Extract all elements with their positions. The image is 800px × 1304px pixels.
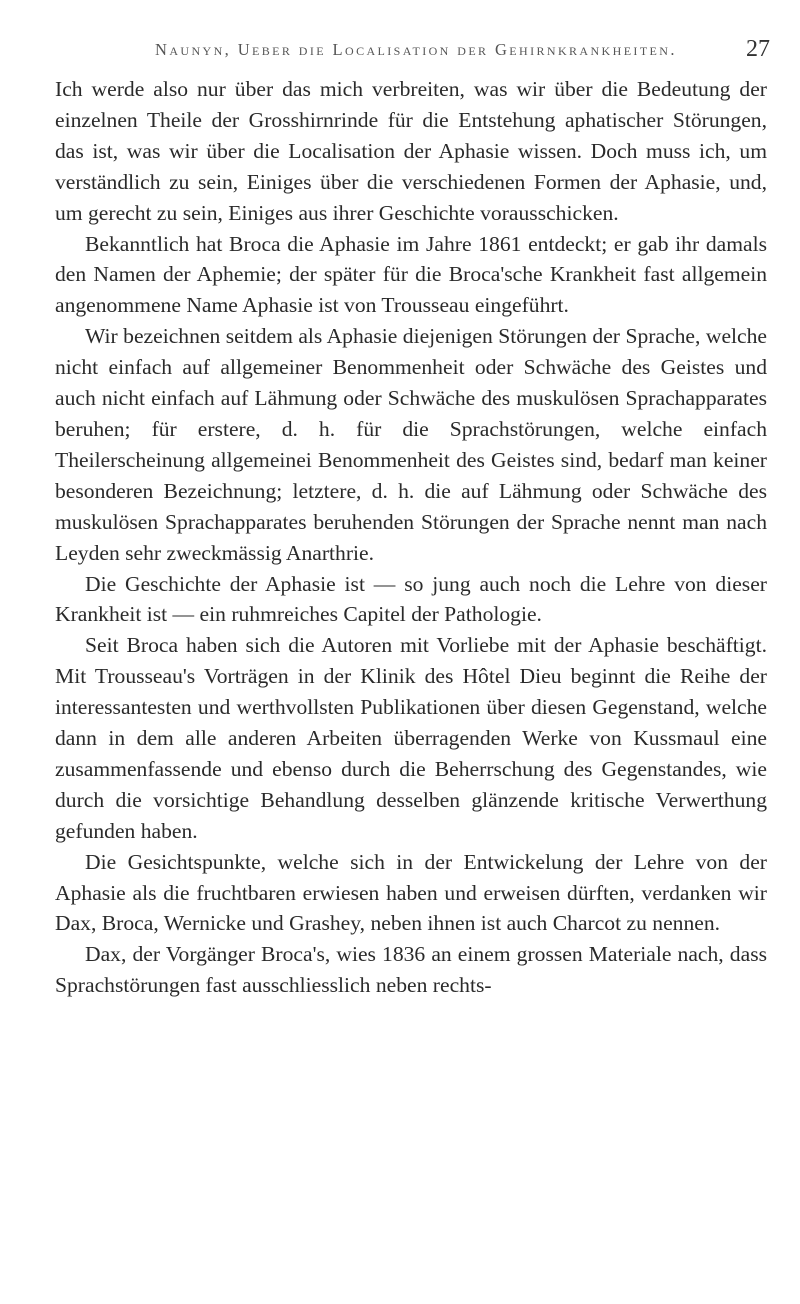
body-text (55, 74, 767, 1001)
paragraph: Die Gesichtspunkte, welche sich in der Entwickelung der Lehre von der Aphasie als die fruchtbaren erwiesen haben und erweisen dürften, verdanken wir Dax, Broca, Wernicke und Grashey, neben ihnen ist auch Charcot zu nennen. (55, 849, 767, 936)
paragraph: Bekanntlich hat Broca die Aphasie im Jahre 1861 entdeckt; er gab ihr damals den Namen der Aphemie; der später für die Broca'sche Krankheit fast allgemein angenommene Name Aphasie ist von Trousseau eingeführt. (55, 231, 767, 318)
running-title: Naunyn, Ueber die Localisation der Gehirnkrankheiten. (155, 40, 677, 59)
running-header (155, 36, 770, 70)
paragraph: Wir bezeichnen seitdem als Aphasie diejenigen Störungen der Sprache, welche nicht einfach auf allgemeiner Benommenheit oder Schwäche des Geistes und auch nicht einfach auf Lähmung oder Schwäche des muskulösen Sprachapparates beruhen; für erstere, d. h. für die Sprachstörungen, welche einfach Theilerscheinung allgemeinei Benommenheit des Geistes sind, bedarf man keiner besonderen Bezeichnung; letztere, d. h. die auf Lähmung oder Schwäche des muskulösen Sprachapparates beruhenden Störungen der Sprache nennt man nach Leyden sehr zweckmässig Anarthrie. (55, 324, 767, 565)
paragraph: Die Geschichte der Aphasie ist — so jung auch noch die Lehre von dieser Krankheit ist — ein ruhmreiches Capitel der Pathologie. (55, 571, 767, 627)
paragraph: Dax, der Vorgänger Broca's, wies 1836 an einem grossen Materiale nach, dass Sprachstörungen fast ausschliesslich neben rechts- (55, 942, 767, 998)
page-number: 27 (746, 36, 770, 62)
paragraph: Ich werde also nur über das mich verbreiten, was wir über die Bedeutung der einzelnen Theile der Grosshirnrinde für die Entstehung aphatischer Störungen, das ist, was wir über die Localisation der Aphasie wissen. Doch muss ich, um verständlich zu sein, Einiges über die verschiedenen Formen der Aphasie, und, um gerecht zu sein, Einiges aus ihrer Geschichte vorausschicken. (55, 77, 767, 225)
paragraph: Seit Broca haben sich die Autoren mit Vorliebe mit der Aphasie beschäftigt. Mit Trousseau's Vorträgen in der Klinik des Hôtel Dieu beginnt die Reihe der interessantesten und werthvollsten Publikationen über diesen Gegenstand, welche dann in dem alle anderen Arbeiten überragenden Werke von Kussmaul eine zusammenfassende und ebenso durch die Beherrschung des Gegenstandes, wie durch die vorsichtige Behandlung desselben glänzende kritische Verwerthung gefunden haben. (55, 633, 767, 843)
